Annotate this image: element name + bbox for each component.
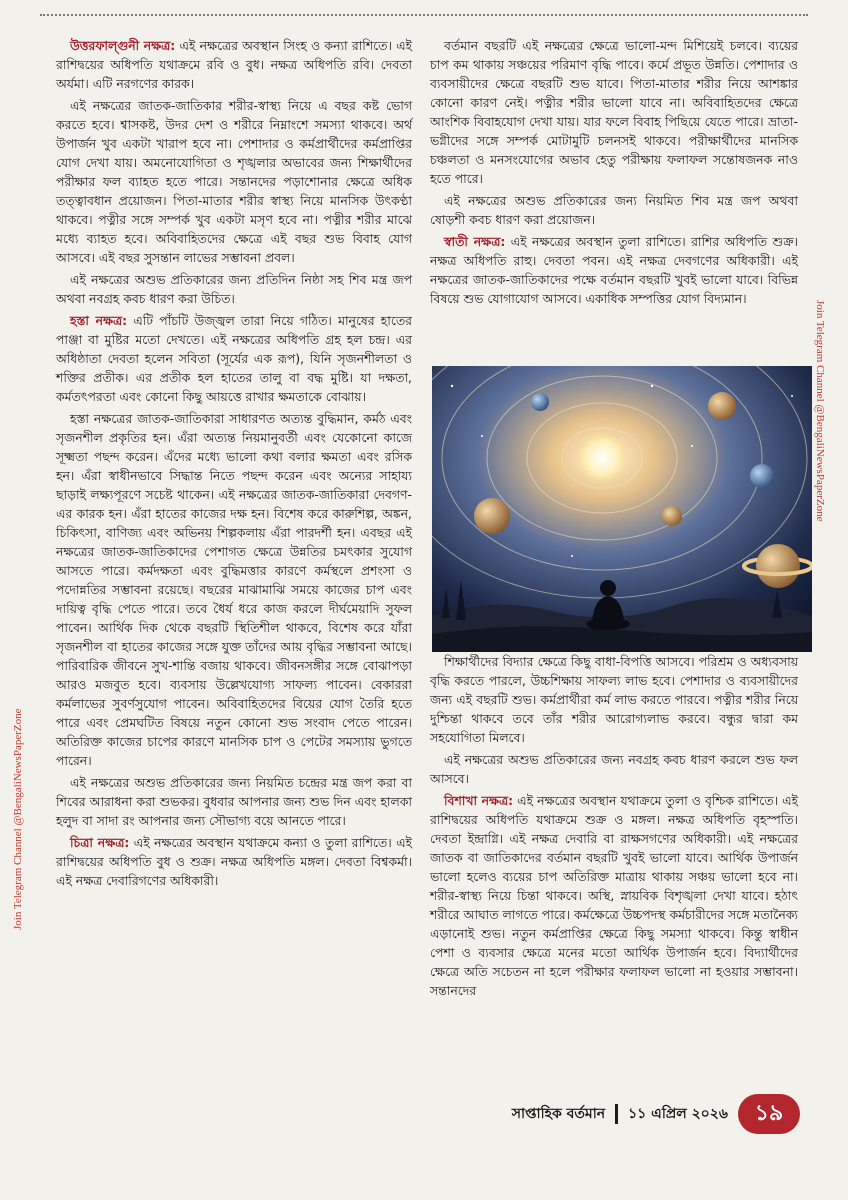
paragraph [430,791,798,1000]
paragraph [56,311,412,406]
paragraph-text: এই নক্ষত্রের অশুভ প্রতিকারের জন্য নবগ্রহ কবচ ধারণ করলে শুভ ফল আসবে। [430,752,798,786]
paragraph-text: এই নক্ষত্রের জাতক-জাতিকার শরীর-স্বাস্থ্য নিয়ে এ বছর কষ্ট ভোগ করতে হবে। শ্বাসকষ্ট, উদর দেশ ও শরীরে নিম্নাংশে সমস্যা থাকবে। অর্থ উপার্জন খুব একটা খারাপ হবে না। পেশাদার ও কর্মপ্রার্থীদের কর্মপ্রাপ্তির যোগ দেখা যায়। অমনোযোগিতা ও শৃঙ্খলার অভাবের জন্য শিক্ষার্থীদের পরীক্ষার ফল ব্যাহত হতে পারে। সন্তানদের পড়াশোনার ক্ষেত্রে অধিক তত্ত্বাবধান প্রয়োজন। পিতা-মাতার শরীর স্বাস্থ্য নিয়ে মানসিক উৎকণ্ঠা থাকবে। পত্নীর সঙ্গে সম্পর্ক খুব একটা মসৃণ হবে না। পত্নীর শরীর মাঝে মধ্যে ব্যাহত হবে। অবিবাহিতদের ক্ষেত্রে এই বছর শুভ বিবাহ যোগ আসবে। এই বছর সুসন্তান লাভের সম্ভাবনা প্রবল। [56,98,412,265]
nakshatra-heading: বিশাখা নক্ষত্র: [444,793,514,808]
magazine-name: সাপ্তাহিক বর্তমান [511,1106,606,1122]
paragraph [56,270,412,308]
planets-sky-image [432,366,812,652]
paragraph [56,36,412,93]
issue-date: ১১ এপ্রিল ২০২৬ [628,1106,728,1122]
paragraph-text: এটি পাঁচটি উজ্জ্বল তারা নিয়ে গঠিত। মানুষের হাতের পাঞ্জা বা মুষ্টির মতো দেখতে। এই নক্ষত্রের অধিপতি গ্রহ হল চন্দ্র। এর অধিষ্ঠাতা দেবতা হলেন সবিতা (সূর্যের এক রূপ), যিনি সৃজনশীলতা ও শক্তির প্রতীক। এর প্রতীক হল হাতের তালু বা বদ্ধ মুষ্টি। যা দক্ষতা, কর্মতৎপরতা এবং কোনো কিছু আয়ত্তে রাখার ক্ষমতাকে বোঝায়। [56,313,412,404]
cosmic-illustration [432,366,812,652]
telegram-side-note-right: Join Telegram Channel @BengaliNewsPaperZone [814,300,826,522]
page-number-badge: ১৯ [738,1094,800,1134]
paragraph [56,96,412,267]
paragraph-text: বর্তমান বছরটি এই নক্ষত্রের ক্ষেত্রে ভালো-মন্দ মিশিয়েই চলবে। ব্যয়ের চাপ কম থাকায় সঞ্চয়ের পরিমাণ বৃদ্ধি পাবে। কর্মে প্রভূত উন্নতি। পেশাদার ও ব্যবসায়ীদের ক্ষেত্রে বছরটি শুভ যাবে। পিতা-মাতার শরীর নিয়ে আশঙ্কার কোনো কারণ নেই। পত্নীর শরীর ভালো যাবে না। অবিবাহিতদের ক্ষেত্রে আংশিক বিবাহযোগ দেখা যায়। যার ফলে বিবাহ পিছিয়ে যেতে পারে। ভ্রাতা-ভগ্নীদের সঙ্গে সম্পর্ক মোটামুটি চলনসই থাকবে। পরীক্ষার্থীদের মানসিক চঞ্চলতা ও মনসংযোগের অভাব হেতু পরীক্ষায় ফলাফল সন্তোষজনক নাও হতে পারে। [430,38,798,186]
top-dotted-rule [40,14,808,16]
nakshatra-heading: উত্তরফাল্গুনী নক্ষত্র: [70,38,176,53]
paragraph-text: এই নক্ষত্রের অশুভ প্রতিকারের জন্য নিয়মিত চন্দ্রের মন্ত্র জপ করা বা শিবের আরাধনা করা শুভকর। বুধবার আপনার জন্য শুভ দিন এবং হালকা হলুদ বা সাদা রং আপনার জন্য সৌভাগ্য বয়ে আনতে পারে। [56,775,412,828]
paragraph-text: এই নক্ষত্রের অবস্থান সিংহ ও কন্যা রাশিতে। এই রাশিদ্বয়ের অধিপতি যথাক্রমে রবি ও বুধ। নক্ষত্র অধিপতি রবি। দেবতা অর্যমা। এটি নরগণের কারক। [56,38,412,91]
nakshatra-heading: হস্তা নক্ষত্র: [70,313,128,328]
right-column-bottom [430,652,798,1003]
paragraph [430,750,798,788]
nakshatra-heading: চিত্রা নক্ষত্র: [70,835,130,850]
paragraph-text: এই নক্ষত্রের অশুভ প্রতিকারের জন্য প্রতিদিন নিষ্ঠা সহ শিব মন্ত্র জপ অথবা নবগ্রহ কবচ ধারণ করা উচিত। [56,272,412,306]
paragraph-text: এই নক্ষত্রের অবস্থান যথাক্রমে কন্যা ও তুলা রাশিতে। এই রাশিদ্বয়ের অধিপতি বুধ ও শুক্র। নক্ষত্র অধিপতি মঙ্গল। দেবতা বিশ্বকর্মা। এই নক্ষত্র দেবারিগণের অধিকারী। [56,835,412,888]
paragraph [430,36,798,188]
paragraph-text: শিক্ষার্থীদের বিদ্যার ক্ষেত্রে কিছু বাধা-বিপত্তি আসবে। পরিশ্রম ও অধ্যবসায় বৃদ্ধি করতে পারলে, উচ্চশিক্ষায় সাফল্য লাভ হবে। পেশাদার ও ব্যবসায়ীদের জন্য এই বছরটি শুভ। কর্মপ্রার্থীরা কর্ম লাভ করতে পারবে। পত্নীর শরীর নিয়ে দুশ্চিন্তা থাকবে তবে তাঁর শরীর আরোগ্যলাভ করবে। বন্ধুর দ্বারা কম সহযোগিতা মিলবে। [430,654,798,745]
right-column-top [430,36,798,311]
paragraph [430,652,798,747]
paragraph [56,773,412,830]
telegram-side-note-left: Join Telegram Channel @BengaliNewsPaperZone [12,708,24,930]
page-footer [512,1094,800,1134]
paragraph-text: এই নক্ষত্রের অবস্থান যথাক্রমে তুলা ও বৃশ্চিক রাশিতে। এই রাশিদ্বয়ের অধিপতি যথাক্রমে শুক্র ও মঙ্গল। নক্ষত্র অধিপতি বৃহস্পতি। দেবতা ইন্দ্রাগ্নি। এই নক্ষত্র দেবারি বা রাক্ষসগণের অধিকারী। এই নক্ষত্রের জাতক বা জাতিকাদের বর্তমান বছরটি খুবই ভালো যাবে। আর্থিক উপার্জন ভালো হলেও ব্যয়ের চাপ অতিরিক্ত মাত্রায় থাকায় সঞ্চয় ভালো হবে না। শরীর-স্বাস্থ্য নিয়ে চিন্তা থাকবে। অস্থি, স্নায়বিক বিশৃঙ্খলা দেখা যাবে। হঠাৎ শরীরে আঘাত লাগতে পারে। কর্মক্ষেত্রে উচ্চপদস্থ কর্মচারীদের সঙ্গে মতানৈক্য এড়ানোই শুভ। নতুন কর্মপ্রাপ্তির ক্ষেত্রে কিছু সমস্যা থাকবে। কিন্তু স্বাধীন পেশা ও ব্যবসার ক্ষেত্রে মনের মতো আর্থিক উপার্জন হবে। বিদ্যার্থীদের ক্ষেত্রে অতি সচেতন না হলে পরীক্ষার ফলাফল ভালো না হওয়ার সম্ভাবনা। সন্তানদের [430,793,798,998]
paragraph [430,191,798,229]
paragraph-text: এই নক্ষত্রের অশুভ প্রতিকারের জন্য নিয়মিত শিব মন্ত্র জপ অথবা ষোড়শী কবচ ধারণ করা প্রয়োজন। [430,193,798,227]
paragraph [430,232,798,308]
footer-divider [615,1104,618,1124]
paragraph [56,833,412,890]
paragraph-text: এই নক্ষত্রের অবস্থান তুলা রাশিতে। রাশির অধিপতি শুক্র। নক্ষত্র অধিপতি রাহু। দেবতা পবন। এই নক্ষত্র দেবগণের অধিকারী। এই নক্ষত্রের জাতক-জাতিকাদের পক্ষে বর্তমান বছরটি খুবই ভালো যাবে। বিভিন্ন বিষয়ে শুভ যোগাযোগ আসবে। একাধিক সম্পত্তির যোগ বিদ্যমান। [430,234,798,306]
left-column [56,36,412,893]
paragraph [56,409,412,770]
paragraph-text: হস্তা নক্ষত্রের জাতক-জাতিকারা সাধারণত অত্যন্ত বুদ্ধিমান, কর্মঠ এবং সৃজনশীল প্রকৃতির হন। এঁরা অত্যন্ত নিয়মানুবর্তী এবং যেকোনো কাজে সূক্ষ্মতা পছন্দ করেন। এঁদের মধ্যে ভালো কথা বলার ক্ষমতা এবং রসিক হন। এঁরা স্বাধীনভাবে সিদ্ধান্ত নিতে পছন্দ করেন এবং অন্যের সাহায্য ছাড়াই লক্ষ্যপূরণে সচেষ্ট থাকেন। এই নক্ষত্রের জাতক-জাতিকারা দেবগণ-এর কারক হন। এঁরা হাতের কাজের দক্ষ হন। বিশেষ করে কারুশিল্প, অঙ্কন, চিকিৎসা, বাণিজ্য এবং অভিনয় শিল্পকলায় এঁরা পারদর্শী হন। এবছর এই নক্ষত্রের জাতক-জাতিকাদের পেশাগত ক্ষেত্রে উন্নতির চমৎকার সুযোগ আসতে পারে। কর্মদক্ষতা এবং বুদ্ধিমত্তার কারণে কর্মস্থলে প্রশংসা ও পদোন্নতির সম্ভাবনা রয়েছে। বছরের মাঝামাঝি সময়ে কাজের চাপ এবং দায়িত্ব বৃদ্ধি পেতে পারে। তবে ধৈর্য ধরে কাজ করলে দীর্ঘমেয়াদি সুফল পাবেন। আর্থিক দিক থেকে বছরটি স্থিতিশীল থাকবে, বিশেষ করে যাঁরা সৃজনশীল বা হাতের কাজের সঙ্গে যুক্ত তাঁদের আয় বৃদ্ধির সম্ভাবনা আছে। পারিবারিক জীবনে সুখ-শান্তি বজায় থাকবে। জীবনসঙ্গীর সঙ্গে বোঝাপড়া আরও মজবুত হবে। ব্যবসায় উল্লেখযোগ্য সাফল্য পাবেন। বেকাররা কর্মলাভের সুবর্ণসুযোগ পাবেন। অবিবাহিতদের বিয়ের যোগ তৈরি হতে পারে এবং প্রেমঘটিত বিষয়ে নতুন কোনো শুভ সংবাদ পেতে পারেন। অতিরিক্ত কাজের চাপের কারণে মানসিক চাপ ও পেটের সমস্যায় ভুগতে পারেন। [56,411,412,768]
nakshatra-heading: স্বাতী নক্ষত্র: [444,234,506,249]
